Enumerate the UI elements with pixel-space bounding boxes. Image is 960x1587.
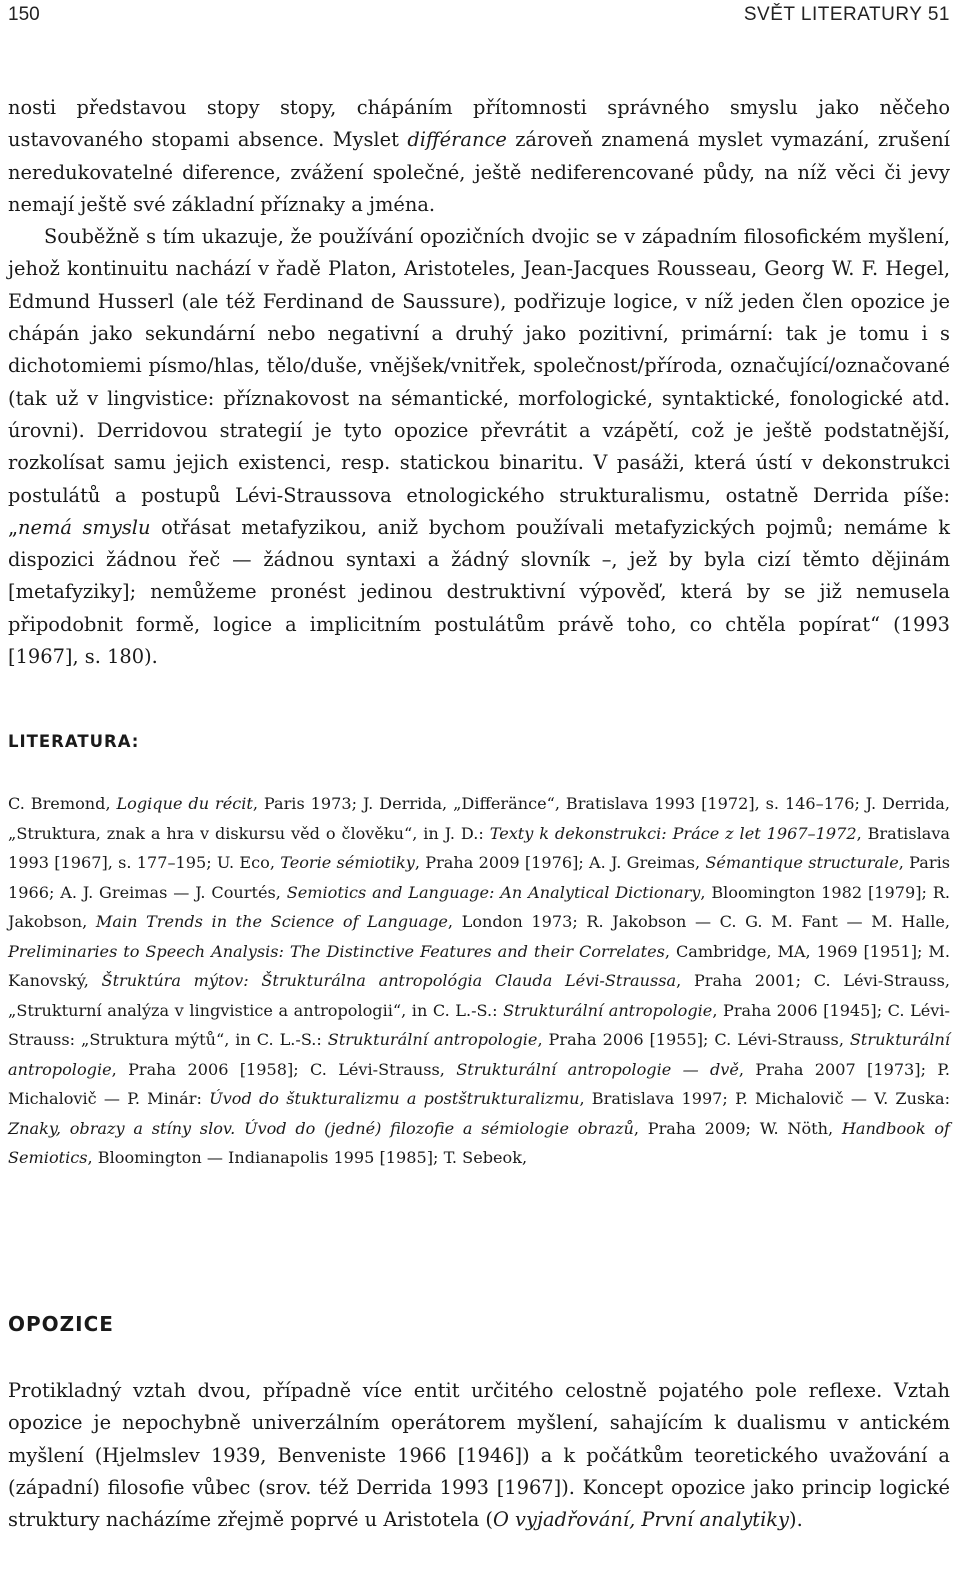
ref-title: Znaky, obrazy a stíny slov. Úvod do (jedné) filozofie a sémiologie obrazů	[8, 1118, 634, 1138]
para1-text-1: nosti představou stopy stopy, chápáním přítomnosti správného smyslu jako něčeho ustavovaného stopami absence. Myslet	[8, 96, 950, 152]
opozice-text-2: ).	[789, 1508, 803, 1532]
literatura-heading: LITERATURA:	[8, 732, 140, 751]
ref-title: Semiotics and Language: An Analytical Dictionary	[286, 882, 701, 902]
para2-text-1: Souběžně s tím ukazuje, že používání opozičních dvojic se v západním filosofickém myšlení, jehož kontinuitu nachází v řadě Platon, Aristoteles, Jean-Jacques Rousseau, Georg W. F. Hegel, Edmund Husserl (ale též Ferdinand de Saussure), podřizuje logice, v níž jeden člen opozice je chápán jako sekundární nebo negativní a druhý jako pozitivní, primární: tak je tomu i s dichotomiemi písmo/hlas, tělo/duše, vnějšek/vnitřek, společnost/příroda, označující/označované (tak už v lingvistice: příznakovost na sémantické, morfologické, syntaktické, fonologické atd. úrovni). Derridovou strategií je tyto opozice převrátit a vzápětí, což je ještě podstatnější, rozkolísat samu jejich existenci, resp. statickou binaritu. V pasáži, která ústí v dekonstrukci postulátů a postupů Lévi-Straussova etnologického strukturalismu, ostatně Derrida píše: „	[8, 225, 950, 539]
journal-title: SVĚT LITERATURY 51	[743, 4, 950, 25]
ref-segment: , Paris 1973; J. Derrida, „Differänce“, Bratislava 1993 [1972], s. 146–176; J. Derrida, „Struktura, znak a hra v diskursu věd o člověku“, in J. D.:	[8, 794, 950, 843]
opozice-italic: O vyjadřování, První analytiky	[492, 1508, 790, 1532]
para2-text-2: otřásat metafyzikou, aniž bychom používali metafyzických pojmů; nemáme k dispozici žádnou řeč — žádnou syntaxi a žádný slovník –, jež by byla cizí těmto dějinám [metafyziky]; nemůžeme pronést jedinou destruktivní výpověď, která by se již nemusela připodobnit formě, logice a implicitním postulátům právě toho, co chtěla popírat“ (1993 [1967], s. 180).	[8, 515, 951, 669]
ref-title: Strukturální antropologie	[503, 1000, 713, 1020]
ref-title: Logique du récit	[116, 794, 253, 813]
body-text	[8, 92, 950, 673]
ref-segment: , Praha 2009; W. Nöth,	[633, 1118, 842, 1138]
ref-title: Preliminaries to Speech Analysis: The Distinctive Features and their Correlates	[8, 941, 665, 961]
ref-title: Main Trends in the Science of Language	[95, 912, 448, 931]
ref-title: Strukturální antropologie	[327, 1030, 538, 1049]
ref-segment: , Praha 2006 [1958]; C. Lévi-Strauss,	[111, 1059, 457, 1079]
ref-title: Sémantique structurale	[705, 853, 899, 872]
ref-title: Strukturální antropologie — dvě	[456, 1059, 739, 1079]
ref-segment: C. Bremond,	[8, 794, 117, 813]
ref-segment: , Bratislava 1993 [1967], s. 177–195; U. Eco,	[8, 823, 951, 872]
ref-title: Úvod do štukturalizmu a postštrukturalizmu	[209, 1089, 580, 1108]
ref-segment: , Bratislava 1997; P. Michalovič — V. Zuska:	[579, 1089, 950, 1108]
ref-title: Teorie sémiotiky	[280, 853, 415, 872]
ref-segment: , Praha 2006 [1955]; C. Lévi-Strauss,	[537, 1030, 850, 1049]
ref-segment: , Praha 2006 [1945]; C. Lévi-Strauss: „Struktura mýtů“, in C. L.-S.:	[8, 1000, 950, 1049]
references-list	[8, 789, 950, 1173]
ref-segment: , London 1973; R. Jakobson — C. G. M. Fant — M. Halle,	[447, 912, 950, 931]
ref-segment: , Cambridge, MA, 1969 [1951]; M. Kanovský,	[8, 941, 950, 990]
ref-segment: , Praha 2001; C. Lévi-Strauss, „Strukturní analýza v lingvistice a antropologii“, in C. L.-S.:	[8, 971, 950, 1020]
para1-italic: différance	[407, 128, 507, 152]
ref-title: Handbook of Semiotics	[8, 1118, 950, 1167]
opozice-paragraph	[8, 1375, 950, 1536]
ref-segment: , Praha 2007 [1973]; P. Michalovič — P. Minár:	[8, 1059, 951, 1108]
ref-segment: , Bloomington 1982 [1979]; R. Jakobson,	[8, 882, 951, 931]
running-header	[8, 2, 950, 32]
page-number: 150	[8, 4, 40, 25]
ref-title: Štruktúra mýtov: Štrukturálna antropológia Clauda Lévi-Straussa	[101, 971, 677, 990]
para2-italic: nemá smyslu	[18, 515, 151, 539]
ref-title: Texty k dekonstrukci: Práce z let 1967–1972	[489, 823, 857, 843]
ref-segment: , Bloomington — Indianapolis 1995 [1985]; T. Sebeok,	[87, 1148, 528, 1167]
ref-segment: , Paris 1966; A. J. Greimas — J. Courtés,	[8, 853, 950, 902]
ref-segment: , Praha 2009 [1976]; A. J. Greimas,	[414, 853, 706, 872]
para1-text-2: zároveň znamená myslet vymazání, zrušení neredukovatelné diference, zvážení společné, ještě nediferencované půdy, na níž věci či jevy nemají ještě své základní příznaky a jména.	[8, 128, 951, 216]
opozice-text-1: Protikladný vztah dvou, případně více entit určitého celostně pojatého pole reflexe. Vztah opozice je nepochybně univerzálním operátorem myšlení, sahajícím k dualismu v antickém myšlení (Hjelmslev 1939, Benveniste 1966 [1946]) a k počátkům teoretického uvažování a (západní) filosofie vůbec (srov. též Derrida 1993 [1967]). Koncept opozice jako princip logické struktury nacházíme zřejmě poprvé u Aristotela (	[8, 1379, 950, 1532]
opozice-heading: OPOZICE	[8, 1312, 114, 1336]
ref-title: Strukturální antropologie	[8, 1030, 950, 1079]
